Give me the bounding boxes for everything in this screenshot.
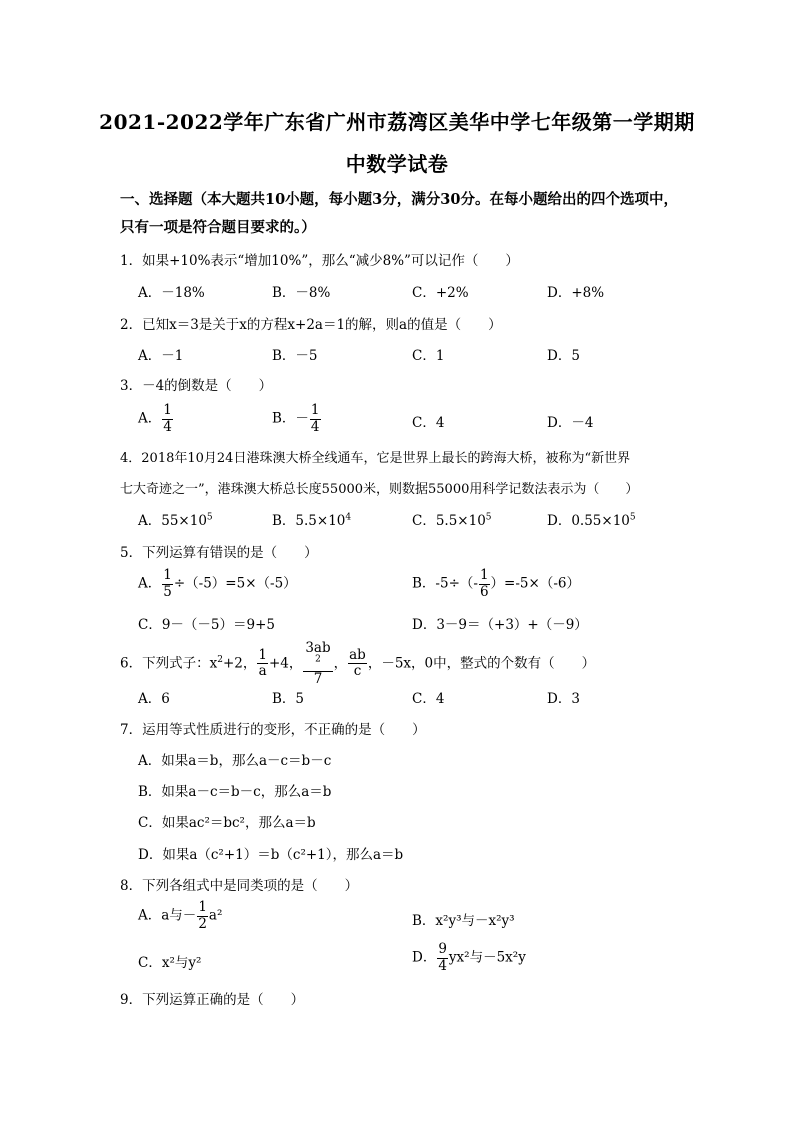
question-6-option-b: B．5 xyxy=(272,691,305,707)
question-7-option-a: A．如果a＝b，那么a－c＝b－c xyxy=(138,753,332,769)
question-3-option-b xyxy=(272,403,322,435)
question-4-stem-line2: 七大奇迹之一”，港珠澳大桥总长度55000米，则数据55000用科学记数法表示为（ ） xyxy=(120,482,639,497)
fraction: $\frac{1}{6}$ xyxy=(479,567,489,600)
question-1-option-b: B．－8% xyxy=(272,285,331,301)
question-8-option-d: D． $\frac{9}{4}$ yx²与－5x²y xyxy=(412,941,526,974)
question-1-stem: 1．如果+10%表示“增加10%”，那么“减少8%”可以记作（ ） xyxy=(120,253,519,269)
section-heading-line2: 只有一项是符合题目要求的。） xyxy=(120,219,316,236)
option-label: B．－ xyxy=(272,410,309,427)
question-2-option-b: B．－5 xyxy=(272,348,318,364)
question-6-option-c: C．4 xyxy=(412,691,445,707)
question-4-option-a: A．$55\times 10^5$ xyxy=(138,512,213,529)
page-title-line1: 2021-2022学年广东省广州市荔湾区美华中学七年级第一学期期 xyxy=(99,110,695,134)
question-5-option-c: C．9－（－5）＝9+5 xyxy=(138,617,275,633)
question-6-stem: 6．下列式子：$x^2+2$， $\frac{1}{a}$ +4， 3ab $^2$ 7 ， $\frac{ab}{c}$ ，－5x，0中，整式的个数有（ ） xyxy=(120,640,596,687)
fraction: $\frac{9}{4}$ xyxy=(438,941,447,974)
question-5-option-b: B．-5÷（- $\frac{1}{6}$ ）=-5×（-6） xyxy=(412,567,580,600)
fraction: $\frac{1}{2}$ xyxy=(198,899,207,932)
fraction: $\frac{1}{5}$ xyxy=(163,567,172,600)
question-3-option-c: C．4 xyxy=(412,415,445,431)
question-4-option-b: B．$5.5\times 10^4$ xyxy=(272,512,352,529)
question-6-option-d: D．3 xyxy=(547,691,580,707)
question-2-option-c: C．1 xyxy=(412,348,445,364)
fraction: 3ab $^2$ 7 xyxy=(305,640,331,687)
question-4-option-c: C．$5.5\times 10^5$ xyxy=(412,512,492,529)
question-3-option-a xyxy=(138,403,174,435)
question-7-option-c: C．如果ac²＝bc²，那么a＝b xyxy=(138,815,316,831)
question-2-option-d: D．5 xyxy=(547,348,580,364)
question-4-stem-line1: 4．2018年10月24日港珠澳大桥全线通车，它是世界上最长的跨海大桥，被称为“新世界 xyxy=(120,451,631,466)
question-8-option-c: C．x²与y² xyxy=(138,955,202,971)
question-7-stem: 7．运用等式性质进行的变形，不正确的是（ ） xyxy=(120,722,426,738)
question-1-option-c: C．+2% xyxy=(412,285,469,301)
question-5-option-a: A． $\frac{1}{5}$ ÷（-5）=5×（-5） xyxy=(138,567,297,600)
section-heading-line1: 一、选择题（本大题共10小题，每小题3分，满分30分。在每小题给出的四个选项中， xyxy=(120,191,678,208)
question-2-stem: 2．已知x＝3是关于x的方程x+2a＝1的解，则a的值是（ ） xyxy=(120,317,502,333)
question-5-stem: 5．下列运算有错误的是（ ） xyxy=(120,545,318,561)
question-5-option-d: D．3－9＝（+3）+（－9） xyxy=(412,617,588,633)
question-3-option-d: D．－4 xyxy=(547,415,594,431)
question-1-option-d: D．+8% xyxy=(547,285,605,301)
fraction: $\frac{1}{4}$ xyxy=(310,402,320,435)
question-8-option-a: A．a与－ $\frac{1}{2}$ a² xyxy=(138,899,223,932)
question-7-option-d: D．如果a（c²+1）＝b（c²+1），那么a＝b xyxy=(138,847,404,863)
fraction: $\frac{1}{a}$ xyxy=(258,646,267,680)
fraction: $\frac{1}{4}$ xyxy=(163,402,172,435)
question-7-option-b: B．如果a－c＝b－c，那么a＝b xyxy=(138,784,332,800)
option-label: A． xyxy=(138,410,162,427)
question-3-stem: 3．－4的倒数是（ ） xyxy=(120,378,273,394)
fraction: $\frac{ab}{c}$ xyxy=(349,646,366,680)
question-9-stem: 9．下列运算正确的是（ ） xyxy=(120,992,305,1008)
question-8-stem: 8．下列各组式中是同类项的是（ ） xyxy=(120,878,359,894)
question-2-option-a: A．－1 xyxy=(138,348,184,364)
page-title-line2: 中数学试卷 xyxy=(345,152,449,176)
question-6-option-a: A．6 xyxy=(138,691,170,707)
question-8-option-b: B．x²y³与－x²y³ xyxy=(412,913,515,929)
question-4-option-d: D．$0.55\times 10^5$ xyxy=(547,512,636,529)
question-1-option-a: A．－18% xyxy=(138,285,205,301)
